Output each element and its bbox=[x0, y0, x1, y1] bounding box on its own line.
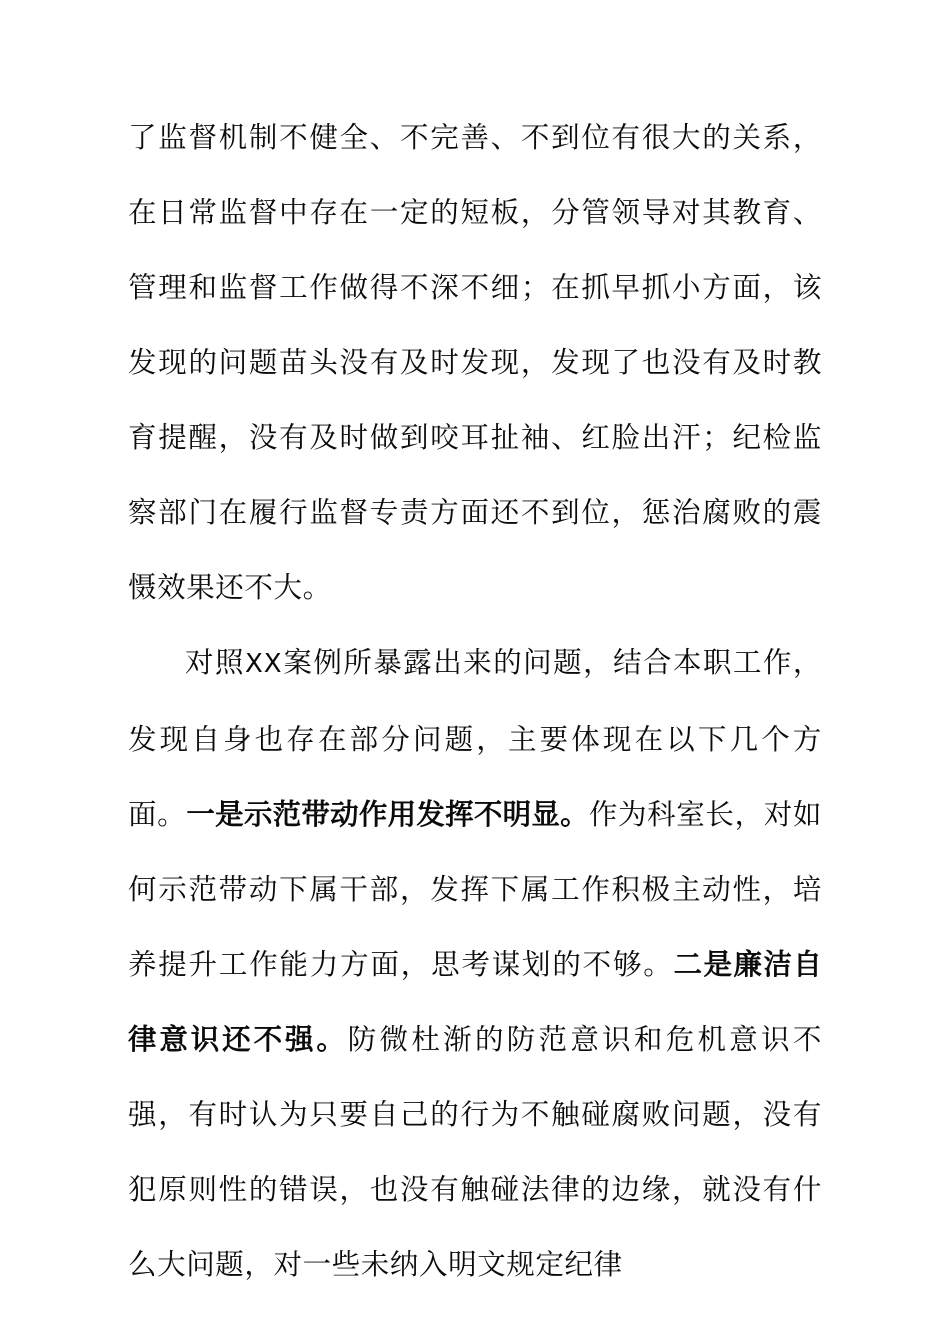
text-run-latin: XX bbox=[244, 649, 283, 679]
text-run: 作为科室长，对如何示范带动下属干部，发挥下属工作积极主动性，培养提升工作能力方面，思考谋划的不够。 bbox=[128, 798, 822, 981]
document-body bbox=[128, 100, 822, 1302]
paragraph-2 bbox=[128, 625, 822, 1302]
text-run: 防微杜渐的防范意识和危机意识不强，有时认为只要自己的行为不触碰腐败问题，没有犯原则性的错误，也没有触碰法律的边缘，就没有什么大问题，对一些未纳入明文规定纪律 bbox=[128, 1023, 822, 1281]
paragraph-1 bbox=[128, 100, 822, 625]
text-run: 对照 bbox=[185, 646, 245, 679]
text-run: 案例所暴露出来的问题，结合本职工作，发现自身也存在部分问题，主要体现在以下几个方面。 bbox=[128, 646, 822, 831]
text-run-bold-item-one: 一是示范带动作用发挥不明显。 bbox=[186, 797, 589, 831]
text-run-bold-item-two: 二是廉洁自律意识还不强。 bbox=[128, 947, 822, 1056]
text-run: 了监督机制不健全、不完善、不到位有很大的关系，在日常监督中存在一定的短板，分管领导对其教育、管理和监督工作做得不深不细；在抓早抓小方面，该发现的问题苗头没有及时发现，发现了也没有及时教育提醒，没有及时做到咬耳扯袖、红脸出汗；纪检监察部门在履行监督专责方面还不到位，惩治腐败的震慑效果还不大。 bbox=[128, 121, 822, 604]
